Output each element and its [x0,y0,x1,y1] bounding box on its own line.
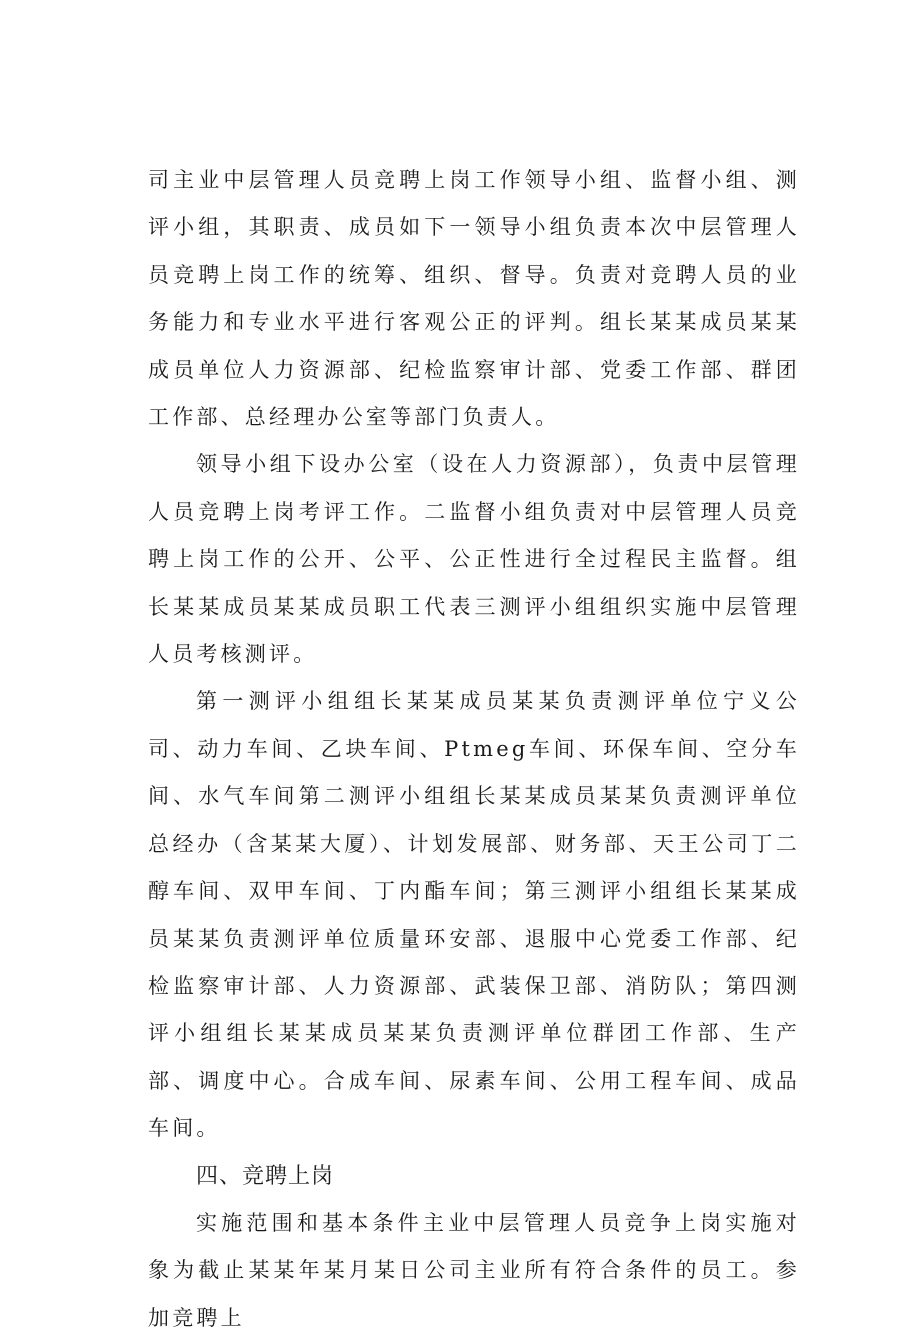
document-body [148,157,800,1342]
paragraph-supervision-group: 领导小组下设办公室（设在人力资源部），负责中层管理人员竞聘上岗考评工作。二监督小组负责对中层管理人员竞聘上岗工作的公开、公平、公正性进行全过程民主监督。组长某某成员某某成员职工代表三测评小组组织实施中层管理人员考核测评。 [148,452,800,667]
paragraph-leadership-group: 司主业中层管理人员竞聘上岗工作领导小组、监督小组、测评小组，其职责、成员如下一领导小组负责本次中层管理人员竞聘上岗工作的统筹、组织、督导。负责对竞聘人员的业务能力和专业水平进行客观公正的评判。组长某某成员某某成员单位人力资源部、纪检监察审计部、党委工作部、群团工作部、总经理办公室等部门负责人。 [148,168,800,430]
paragraph-scope-conditions: 实施范围和基本条件主业中层管理人员竞争上岗实施对象为截止某某年某月某日公司主业所有符合条件的员工。参加竞聘上 [148,1210,800,1330]
paragraph-evaluation-groups: 第一测评小组组长某某成员某某负责测评单位宁义公司、动力车间、乙块车间、Ptmeg车间、环保车间、空分车间、水气车间第二测评小组组长某某成员某某负责测评单位总经办（含某某大厦）、计划发展部、财务部、天王公司丁二醇车间、双甲车间、丁内酯车间；第三测评小组组长某某成员某某负责测评单位质量环安部、退服中心党委工作部、纪检监察审计部、人力资源部、武装保卫部、消防队；第四测评小组组长某某成员某某负责测评单位群团工作部、生产部、调度中心。合成车间、尿素车间、公用工程车间、成品车间。 [148,689,800,1141]
section-heading: 四、竞聘上岗 [196,1163,335,1189]
